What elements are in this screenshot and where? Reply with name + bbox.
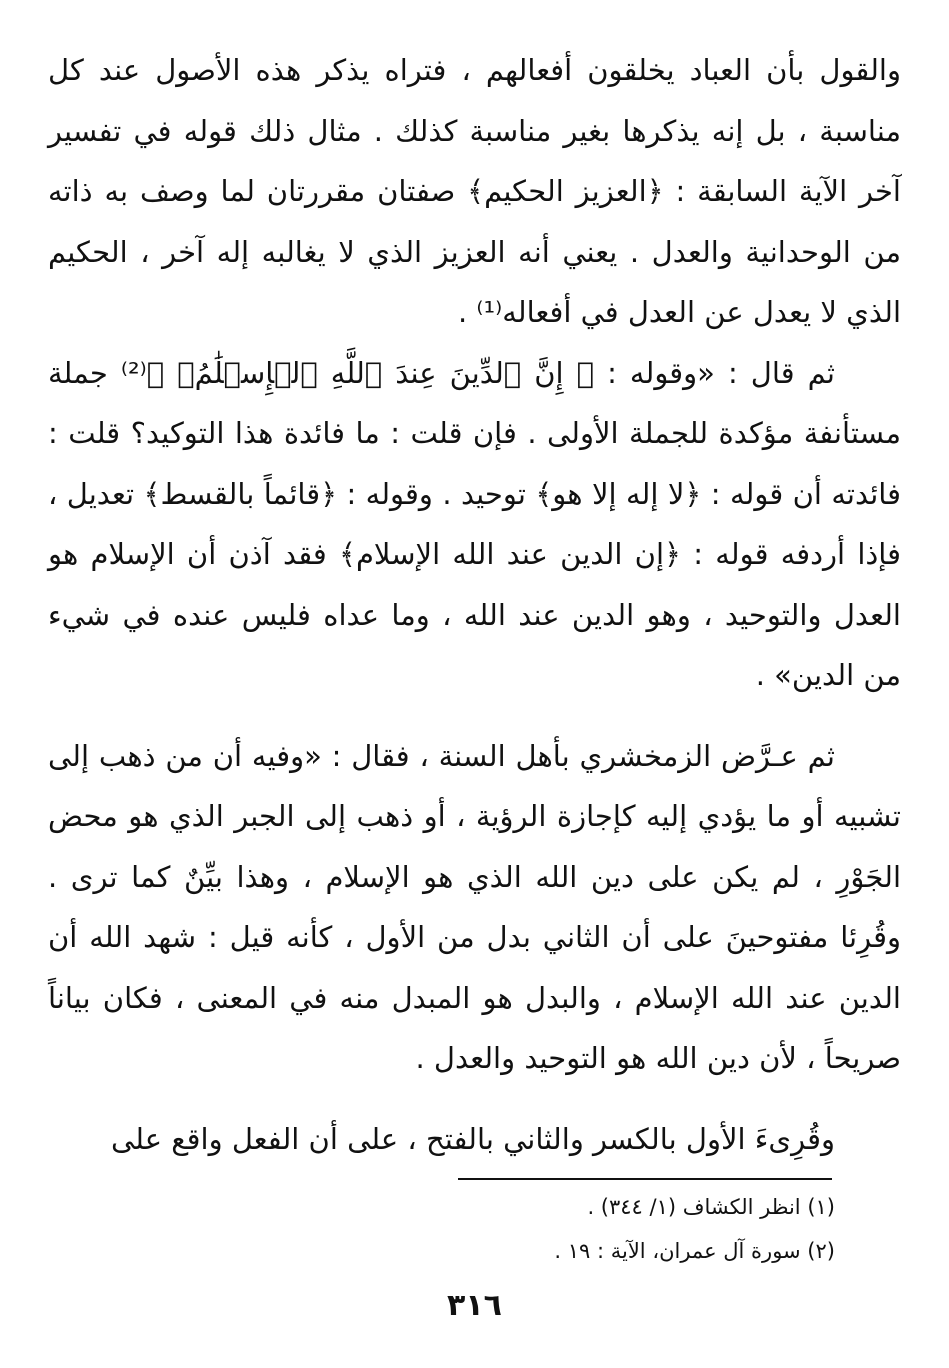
page-number: ٣١٦ [447,1288,502,1323]
footnotes [450,1185,835,1273]
paragraph-2: ثم قال : «وقوله : ﴿ إِنَّ ٱلدِّينَ عِندَ ٱللَّهِ ٱلۡإِسۡلَٰمُۗ ﴾⁽²⁾ جملة مستأنفة مؤكدة للجملة الأولى . فإن قلت : ما فائدة هذا التوكيد؟ قلت : فائدته أن قوله : ﴿لا إله إلا هو﴾ توحيد . وقوله : ﴿قائماً بالقسط﴾ تعديل ، فإذا أردفه قوله : ﴿إن الدين عند الله الإسلام﴾ فقد آذن أن الإسلام هو العدل والتوحيد ، وهو الدين عند الله ، وما عداه فليس عنده في شيء من الدين» . [48,355,901,692]
footnote-1: (١) انظر الكشاف (١/ ٣٤٤) . [587,1195,835,1219]
paragraph-3: ثم عـرَّض الزمخشري بأهل السنة ، فقال : «وفيه أن من ذهب إلى تشبيه أو ما يؤدي إليه كإجازة الرؤية ، أو ذهب إلى الجبر الذي هو محض الجَوْرِ ، لم يكن على دين الله الذي هو الإسلام ، وهذا بيِّنٌ كما ترى . وقُرِئا مفتوحينَ على أن الثاني بدل من الأول ، كأنه قيل : شهد الله أن الدين عند الله الإسلام ، والبدل هو المبدل منه في المعنى ، فكان بياناً صريحاً ، لأن دين الله هو التوحيد والعدل . [48,738,901,1075]
paragraph-4: وقُرِىءَ الأول بالكسر والثاني بالفتح ، على أن الفعل واقع على [110,1121,835,1156]
paragraph-1: والقول بأن العباد يخلقون أفعالهم ، فتراه يذكر هذه الأصول عند كل مناسبة ، بل إنه يذكرها بغير مناسبة كذلك . مثال ذلك قوله في تفسير آخر الآية السابقة : ﴿العزيز الحكيم﴾ صفتان مقررتان لما وصف به ذاته من الوحدانية والعدل . يعني أنه العزيز الذي لا يغالبه إله آخر ، الحكيم الذي لا يعدل عن العدل في أفعاله⁽¹⁾ . [48,53,901,329]
body-text [48,40,901,1169]
footnote-separator [458,1178,832,1180]
footnote-2: (٢) سورة آل عمران، الآية : ١٩ . [554,1239,835,1263]
